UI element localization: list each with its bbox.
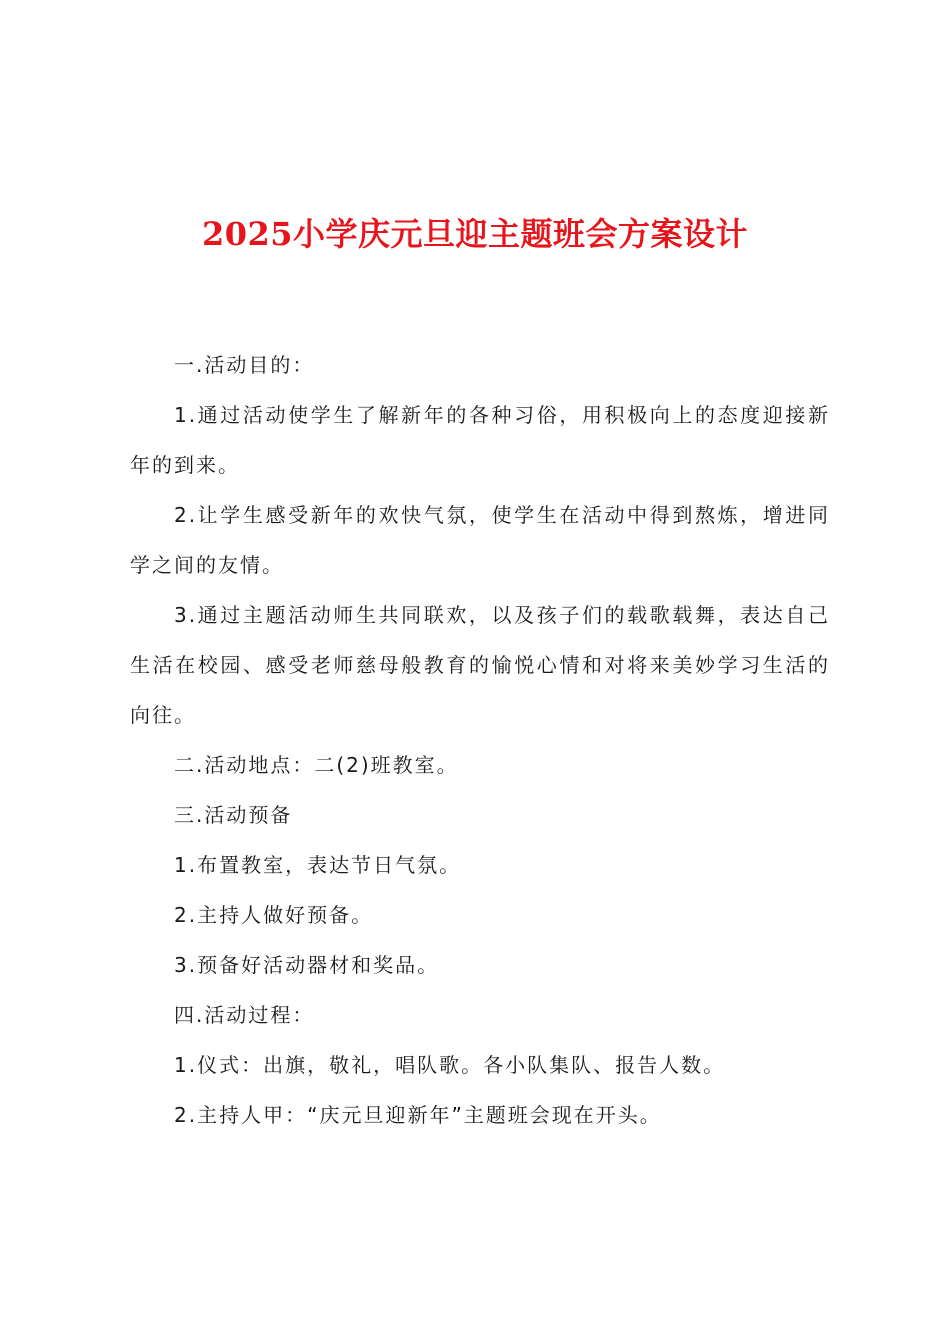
paragraph-prep-1: 1.布置教室，表达节日气氛。 — [174, 853, 462, 877]
paragraph-prep-2: 2.主持人做好预备。 — [174, 903, 374, 927]
document-body — [130, 340, 830, 1140]
paragraph-process-1: 1.仪式：出旗，敬礼，唱队歌。各小队集队、报告人数。 — [174, 1053, 726, 1077]
paragraph-section-4-heading: 四.活动过程： — [174, 1003, 315, 1027]
paragraph-section-3-heading: 三.活动预备 — [174, 803, 293, 827]
paragraph-goal-1: 1.通过活动使学生了解新年的各种习俗，用积极向上的态度迎接新年的到来。 — [130, 403, 830, 477]
paragraph-process-2: 2.主持人甲：“庆元旦迎新年”主题班会现在开头。 — [174, 1103, 662, 1127]
paragraph-goal-3: 3.通过主题活动师生共同联欢，以及孩子们的载歌载舞，表达自己生活在校园、感受老师慈母般教育的愉悦心情和对将来美妙学习生活的向往。 — [130, 603, 830, 727]
paragraph-prep-3: 3.预备好活动器材和奖品。 — [174, 953, 440, 977]
document-title: 2025小学庆元旦迎主题班会方案设计 — [201, 215, 749, 253]
paragraph-section-1-heading: 一.活动目的： — [174, 353, 315, 377]
paragraph-goal-2: 2.让学生感受新年的欢快气氛，使学生在活动中得到熬炼，增进同学之间的友情。 — [130, 503, 830, 577]
paragraph-section-2-location: 二.活动地点：二(2)班教室。 — [174, 753, 459, 777]
